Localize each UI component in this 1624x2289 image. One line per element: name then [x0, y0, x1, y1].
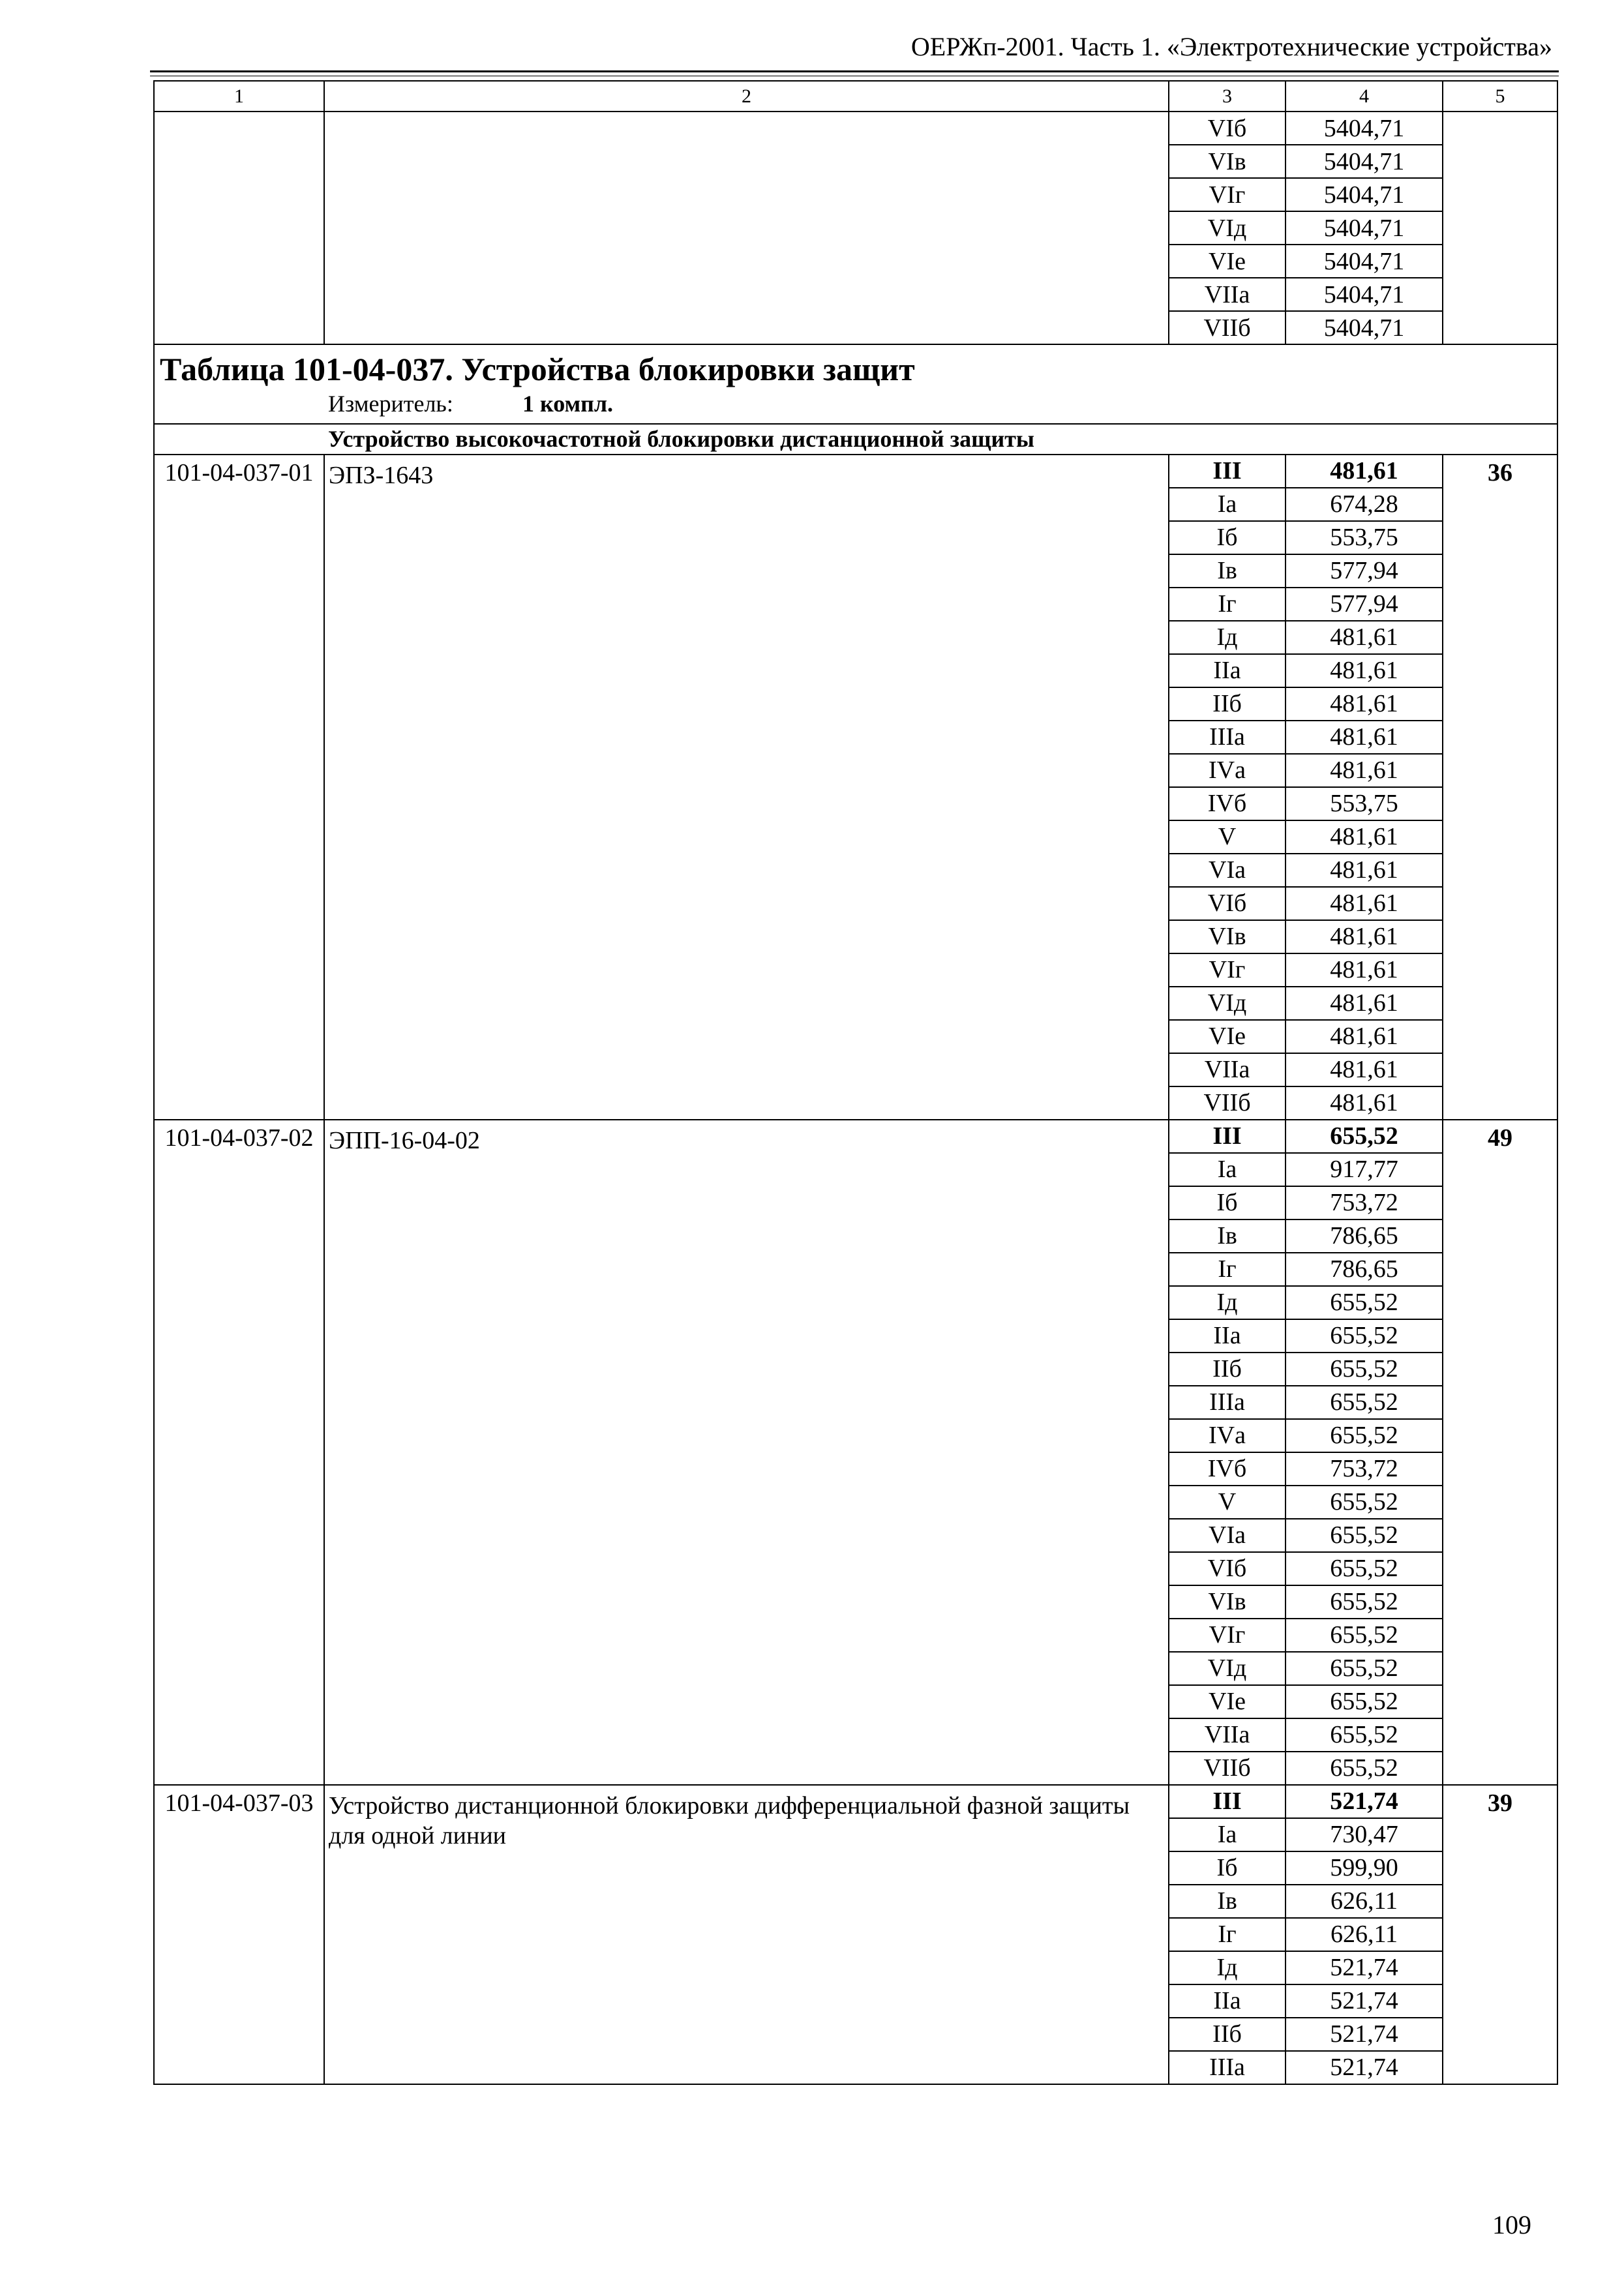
column-number: 5 — [1443, 81, 1557, 112]
page-number: 109 — [1492, 2210, 1531, 2239]
zone-cell: VIб — [1169, 112, 1286, 145]
zone-cell: VIг — [1169, 953, 1286, 987]
price-cell: 481,61 — [1286, 687, 1443, 721]
price-cell: 655,52 — [1286, 1585, 1443, 1619]
description-cell — [324, 112, 1169, 344]
price-cell: 481,61 — [1286, 820, 1443, 854]
column-number: 1 — [154, 81, 324, 112]
item-name: ЭПЗ-1643 — [324, 455, 1169, 1120]
column-number: 3 — [1169, 81, 1286, 112]
zone-cell: VIе — [1169, 1020, 1286, 1053]
extra-cell — [1443, 112, 1557, 344]
price-cell: 674,28 — [1286, 488, 1443, 521]
zone-cell: VIе — [1169, 245, 1286, 278]
table-row — [154, 455, 1557, 488]
zone-cell: VIIа — [1169, 1718, 1286, 1752]
column-number: 2 — [324, 81, 1169, 112]
price-cell: 521,74 — [1286, 2051, 1443, 2084]
zone-cell: Iа — [1169, 1153, 1286, 1186]
zone-cell: VIв — [1169, 145, 1286, 178]
zone-cell: IIIа — [1169, 1386, 1286, 1419]
zone-cell: VIа — [1169, 854, 1286, 887]
price-cell: 5404,71 — [1286, 278, 1443, 311]
price-cell: 481,61 — [1286, 1086, 1443, 1120]
zone-cell: Iа — [1169, 1818, 1286, 1851]
item-extra: 36 — [1443, 455, 1557, 1120]
price-cell: 577,94 — [1286, 588, 1443, 621]
zone-cell: VIIа — [1169, 278, 1286, 311]
group-heading: Устройство высокочастотной блокировки дистанционной защиты — [154, 424, 1557, 455]
price-cell: 730,47 — [1286, 1818, 1443, 1851]
zone-cell: VIг — [1169, 1619, 1286, 1652]
zone-cell: VIв — [1169, 920, 1286, 953]
table-row — [154, 1120, 1557, 1153]
zone-cell: IVб — [1169, 787, 1286, 820]
price-cell: 655,52 — [1286, 1652, 1443, 1685]
price-cell: 553,75 — [1286, 521, 1443, 554]
price-cell: 481,61 — [1286, 987, 1443, 1020]
zone-cell: IIб — [1169, 2018, 1286, 2051]
zone-cell: Iд — [1169, 1951, 1286, 1984]
zone-cell: Iд — [1169, 1286, 1286, 1319]
zone-cell: VIIб — [1169, 1086, 1286, 1120]
item-code: 101-04-037-01 — [154, 455, 324, 1120]
table-row — [154, 1785, 1557, 1818]
price-cell: 481,61 — [1286, 920, 1443, 953]
zone-cell: Iб — [1169, 521, 1286, 554]
price-cell: 753,72 — [1286, 1452, 1443, 1486]
zone-cell: Iв — [1169, 1885, 1286, 1918]
item-extra: 49 — [1443, 1120, 1557, 1785]
price-cell: 655,52 — [1286, 1752, 1443, 1785]
price-cell: 655,52 — [1286, 1486, 1443, 1519]
zone-cell: IIб — [1169, 687, 1286, 721]
running-header: ОЕРЖп-2001. Часть 1. «Электротехнические устройства» — [910, 32, 1552, 61]
zone-cell: Iв — [1169, 1219, 1286, 1253]
item-name: Устройство дистанционной блокировки дифференциальной фазной защиты для одной линии — [324, 1785, 1169, 2084]
zone-cell: V — [1169, 1486, 1286, 1519]
zone-cell: VIIб — [1169, 1752, 1286, 1785]
price-cell: 655,52 — [1286, 1353, 1443, 1386]
zone-cell: III — [1169, 455, 1286, 488]
zone-cell: V — [1169, 820, 1286, 854]
code-cell — [154, 112, 324, 344]
price-cell: 626,11 — [1286, 1885, 1443, 1918]
price-cell: 481,61 — [1286, 1020, 1443, 1053]
price-table — [153, 80, 1558, 2085]
meter-label: Измеритель: — [328, 390, 453, 417]
zone-cell: VIг — [1169, 178, 1286, 211]
price-cell: 753,72 — [1286, 1186, 1443, 1219]
price-cell: 626,11 — [1286, 1918, 1443, 1951]
column-number-row — [154, 81, 1557, 112]
zone-cell: VIб — [1169, 1552, 1286, 1585]
price-cell: 655,52 — [1286, 1552, 1443, 1585]
price-cell: 5404,71 — [1286, 211, 1443, 245]
price-cell: 481,61 — [1286, 621, 1443, 654]
price-cell: 481,61 — [1286, 887, 1443, 920]
zone-cell: IIб — [1169, 1353, 1286, 1386]
zone-cell: VIв — [1169, 1585, 1286, 1619]
zone-cell: IVа — [1169, 1419, 1286, 1452]
price-cell: 481,61 — [1286, 721, 1443, 754]
zone-cell: IIа — [1169, 1319, 1286, 1353]
zone-cell: Iг — [1169, 1918, 1286, 1951]
zone-cell: VIIб — [1169, 311, 1286, 344]
table-title: Таблица 101-04-037. Устройства блокировки защит — [160, 351, 915, 387]
zone-cell: IVа — [1169, 754, 1286, 787]
zone-cell: Iг — [1169, 1253, 1286, 1286]
price-cell: 655,52 — [1286, 1120, 1443, 1153]
price-cell: 917,77 — [1286, 1153, 1443, 1186]
zone-cell: IIа — [1169, 1984, 1286, 2018]
item-code: 101-04-037-03 — [154, 1785, 324, 2084]
zone-cell: Iб — [1169, 1851, 1286, 1885]
price-cell: 599,90 — [1286, 1851, 1443, 1885]
header-rule-thick — [150, 70, 1559, 72]
price-cell: 553,75 — [1286, 787, 1443, 820]
price-cell: 786,65 — [1286, 1253, 1443, 1286]
zone-cell: VIе — [1169, 1685, 1286, 1718]
meter-value: 1 компл. — [522, 390, 614, 417]
price-cell: 5404,71 — [1286, 311, 1443, 344]
zone-cell: VIд — [1169, 987, 1286, 1020]
price-cell: 655,52 — [1286, 1685, 1443, 1718]
zone-cell: IIIа — [1169, 721, 1286, 754]
price-cell: 521,74 — [1286, 1984, 1443, 2018]
price-cell: 481,61 — [1286, 854, 1443, 887]
price-cell: 521,74 — [1286, 1785, 1443, 1818]
zone-cell: Iб — [1169, 1186, 1286, 1219]
zone-cell: Iа — [1169, 488, 1286, 521]
price-cell: 5404,71 — [1286, 178, 1443, 211]
price-cell: 481,61 — [1286, 754, 1443, 787]
price-cell: 655,52 — [1286, 1718, 1443, 1752]
item-code: 101-04-037-02 — [154, 1120, 324, 1785]
zone-cell: VIд — [1169, 1652, 1286, 1685]
column-number: 4 — [1286, 81, 1443, 112]
zone-cell: III — [1169, 1785, 1286, 1818]
zone-cell: Iд — [1169, 621, 1286, 654]
price-cell: 521,74 — [1286, 2018, 1443, 2051]
table-title-row — [154, 344, 1557, 424]
item-name: ЭПП-16-04-02 — [324, 1120, 1169, 1785]
price-cell: 655,52 — [1286, 1386, 1443, 1419]
price-cell: 481,61 — [1286, 654, 1443, 687]
zone-cell: VIIа — [1169, 1053, 1286, 1086]
price-cell: 655,52 — [1286, 1519, 1443, 1552]
zone-cell: IIа — [1169, 654, 1286, 687]
price-cell: 655,52 — [1286, 1619, 1443, 1652]
price-cell: 5404,71 — [1286, 145, 1443, 178]
item-extra: 39 — [1443, 1785, 1557, 2084]
zone-cell: VIа — [1169, 1519, 1286, 1552]
zone-cell: Iг — [1169, 588, 1286, 621]
group-heading-row — [154, 424, 1557, 455]
zone-cell: III — [1169, 1120, 1286, 1153]
price-cell: 655,52 — [1286, 1286, 1443, 1319]
price-cell: 577,94 — [1286, 554, 1443, 588]
price-cell: 786,65 — [1286, 1219, 1443, 1253]
price-cell: 521,74 — [1286, 1951, 1443, 1984]
zone-cell: IIIа — [1169, 2051, 1286, 2084]
zone-cell: IVб — [1169, 1452, 1286, 1486]
price-cell: 5404,71 — [1286, 245, 1443, 278]
price-cell: 481,61 — [1286, 953, 1443, 987]
price-cell: 655,52 — [1286, 1419, 1443, 1452]
price-cell: 481,61 — [1286, 1053, 1443, 1086]
price-cell: 481,61 — [1286, 455, 1443, 488]
zone-cell: Iв — [1169, 554, 1286, 588]
zone-cell: VIб — [1169, 887, 1286, 920]
table-title-cell — [154, 344, 1557, 424]
price-cell: 5404,71 — [1286, 112, 1443, 145]
table-row — [154, 112, 1557, 145]
zone-cell: VIд — [1169, 211, 1286, 245]
meter-line — [160, 390, 1552, 423]
price-cell: 655,52 — [1286, 1319, 1443, 1353]
